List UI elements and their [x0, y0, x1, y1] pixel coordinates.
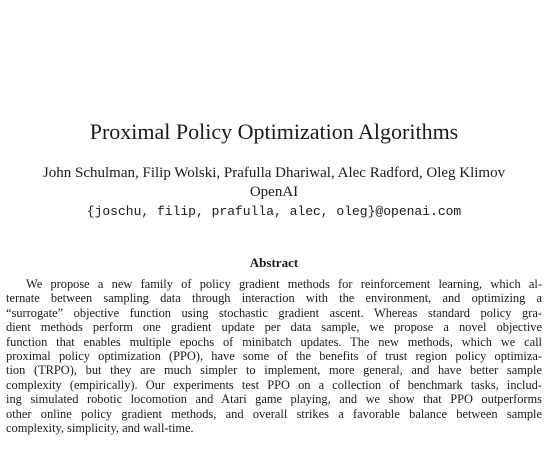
abstract-body: [6, 277, 542, 435]
abstract-line: proximal policy optimization (PPO), have some of the benefits of trust region policy optimiza-: [6, 348, 542, 363]
author-emails: {joschu, filip, prafulla, alec, oleg}@openai.com: [86, 204, 462, 219]
abstract-line: tion (TRPO), but they are much simpler to implement, more general, and have better sample: [6, 363, 542, 378]
abstract-line: function that enables multiple epochs of minibatch updates. The new methods, which we call: [6, 334, 542, 349]
abstract-line: “surrogate” objective function using stochastic gradient ascent. Whereas standard policy gra-: [6, 305, 542, 320]
abstract-line: ternate between sampling data through interaction with the environment, and optimizing a: [6, 291, 542, 306]
abstract-line: We propose a new family of policy gradient methods for reinforcement learning, which al-: [26, 277, 542, 291]
affiliation: OpenAI: [249, 184, 299, 200]
abstract-heading: Abstract: [249, 255, 299, 270]
abstract-line: complexity, simplicity, and wall-time.: [6, 420, 194, 435]
paper-title: Proximal Policy Optimization Algorithms: [89, 119, 459, 144]
abstract-line: other online policy gradient methods, and overall strikes a favorable balance between sample: [6, 406, 542, 421]
author-list: John Schulman, Filip Wolski, Prafulla Dhariwal, Alec Radford, Oleg Klimov: [42, 165, 506, 181]
abstract-line: complexity (empirically). Our experiments test PPO on a collection of benchmark tasks, includ-: [6, 377, 542, 392]
abstract-line: dient methods perform one gradient update per data sample, we propose a novel objective: [6, 320, 542, 335]
abstract-line: ing simulated robotic locomotion and Atari game playing, and we show that PPO outperforms: [6, 392, 542, 407]
